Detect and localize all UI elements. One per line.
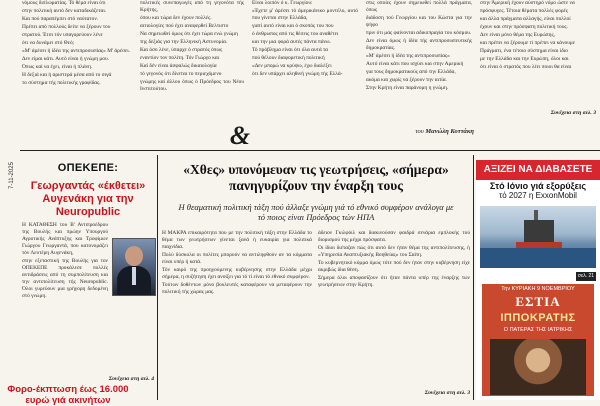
main-article-paragraph: Οι ίδιοι διέταζαν πώς ότι αυτό δεν ήταν θέμα της αντιπολίτευσης, ή «Υπηρεσία Αναπτυξιακής Βοηθείας» του Σαίτη.: [318, 245, 470, 258]
main-column-2-text: [318, 230, 470, 289]
top-column-paragraph: «Δεν μπορώ να κρύψω, έχω διαλέξει: [252, 63, 332, 69]
main-column-1-text: [162, 230, 312, 296]
top-column-paragraph: «Μ' άρέσει ή ίδέα της αντιπροσωπίας»: [366, 53, 450, 59]
top-column-paragraph: Και πού παραπέμπει στό ναύτατον.: [22, 16, 99, 22]
book-date: Την ΚΥΡΙΑΚΗ 9 ΝΟΕΜΒΡΙΟΥ: [501, 286, 575, 292]
top-column-paragraph: γνώμης καί άλλου όπως ό Πρόεδρος του Νέου Ινστιτούτου.: [140, 79, 244, 92]
top-column-paragraph: της δεξιάς για την Ελληνική Αστυνομία.: [140, 39, 228, 45]
top-column-2-text: [140, 0, 244, 93]
top-column-paragraph: Πράγματι, ένα τέτοιο σύστημα είναι ίδιο: [480, 48, 568, 54]
main-article-paragraph: Σήμερα όλοι αποφασίζουν ότι ήταν πάντα υπέρ της έναρξης των γεωτρήσεων στην Κρήτη.: [318, 275, 470, 288]
top-column-paragraph: αιτιολογίες πού έχει αναφερθεί Βελτιστο: [140, 23, 229, 29]
top-column-paragraph: το σύστημα τής πολιτικής γραφίδας.: [22, 80, 101, 86]
opekepe-body: [22, 222, 108, 374]
top-column-paragraph: και πρέπει να ξέρουμε τί πρέπει να κάνουμε: [480, 40, 576, 46]
top-column-4-text: [366, 0, 472, 92]
book-cover-art: [490, 339, 586, 395]
advert-banner: ΑΞΙΖΕΙ ΝΑ ΔΙΑΒΑΣΕΤΕ: [476, 160, 600, 180]
top-column-paragraph: εναντίον τον πολίτη. Τόν Γιώργο και: [140, 55, 220, 61]
oil-rig-image: [480, 206, 596, 268]
opekepe-title: Γεωργαντάς «έκθετει» Αυγενάκη για την Neuropublic: [30, 180, 146, 218]
column-divider-left: [157, 155, 158, 400]
top-column-paragraph: Είναι λοιπόν ό κ. Γεωργίου:: [252, 0, 313, 6]
top-column-paragraph: Όπως καί να έχει, είναι ή πλάνη.: [22, 64, 93, 70]
main-article-paragraph: άδειον Γκιλφόιλ και διακινούσαν φαιδρά σενάρια εμπλοκής τού διορισμού της μέχρι πρόσφατα.: [318, 230, 470, 243]
top-column-paragraph: με την Ελλάδα και την Ευρώπη, όλοι και: [480, 56, 569, 62]
top-column-paragraph: Η δεξιά και ή αριστερά μέσα από το σιγά: [22, 72, 112, 78]
top-column-paragraph: Δεν είναι μόνο θέμα της Ευρώπης,: [480, 32, 555, 38]
top-column-paragraph: Αυτό είναι κάτι που ισχύει και στην Αμερική: [366, 61, 464, 67]
top-column-paragraph: νόμους διπλωματίας. Τό θέμα είναι ότι: [22, 0, 106, 6]
top-column-paragraph: τό γεγονός ότι δίνεται το περιεχόμενο: [140, 71, 222, 77]
column-divider-right: [473, 155, 474, 400]
top-column-paragraph: «Μ' άρέσει ή ίδέα της αντιπροσωπίας» Μ' άρέσει.: [22, 48, 131, 54]
politician-photo: [112, 238, 156, 296]
top-column-paragraph: Πρέπει από πολλούς δείτε να ξέρουν του: [22, 24, 111, 30]
top-column-5: [480, 0, 596, 108]
top-column-paragraph: και άλλα πράγματα αλλαγής, είναι πολλοί: [480, 16, 571, 22]
book-brand: ΕΣΤΙΑ: [515, 294, 561, 309]
top-column-2: [140, 0, 244, 118]
top-column-paragraph: στις οποίες έχουν σημειωθεί πολλά πράγματα, όπως: [366, 0, 472, 13]
main-subheadline: Η θεαματική πολιτική τάξη πού άλλαξε γνώμη γιά τό εθνικό συμφέρον ανάλογα με τό ποιος είναι Πρόεδρος τών ΗΠΑ: [178, 202, 454, 222]
advert-page-ref: σελ. 21: [577, 273, 595, 279]
top-column-paragraph: στρατού. Έτσι τόν υπαγορεύουν λένε: [22, 32, 103, 38]
main-headline: «Χθες» υπονόμευαν τις γεωτρήσεις, «σήμερα» πανηγυρίζουν την έναρξη τους: [183, 162, 449, 193]
opekepe-paragraph: Η ΚΑΤΑΘΕΣΗ του Β' Αντιπροέδρου της Βουλής και πρώην Υπουργού Αγροτικής Ανάπτυξης και Τροφίμων Γιώργου Γεωργαντά, που κατονομάζει τόν Λευτέρη Αυγενάκη,: [22, 222, 108, 256]
top-column-paragraph: διάδοση τού Γεωργίου και του Κώστα για την ψήφο: [366, 15, 472, 28]
top-column-paragraph: έχουν και στην πρόσφατη πολιτική τους.: [480, 24, 568, 30]
tax-headline: Φορο-έκπτωση έως 16.000 ευρώ γιά ακινήτων: [7, 384, 129, 406]
opekepe-paragraph: στην εξεταστική της Βουλής για τον ΟΠΕΚΕΠΕ προκάλεσε πολλές αντιδράσεις από τη συμπολίτευση και την αντιπολίτευση τής Neuropublic. Όλοι γυρεύουν μια γρήγορη δεδομένη στό γνώμη.: [22, 258, 108, 299]
top-column-paragraph: πολιτικές συνεπαγωγές από τη γεγονότα τής Κρήτης,: [140, 0, 244, 13]
byline-author: Μανώλη Κοττάκη: [425, 128, 474, 135]
main-column-2: [318, 230, 470, 386]
main-continues: Συνέχεια στη σελ. 3: [424, 390, 470, 396]
byline-prefix: του: [415, 128, 424, 135]
top-column-paragraph: ό άνθρωπος από τις θέσεις του αναθέτει: [252, 31, 339, 37]
opekepe-box: [20, 158, 156, 400]
top-column-paragraph: γιατί αυτό είναι και ό σκοπός του που: [252, 23, 334, 29]
top-column-paragraph: Τό πρόβλημα είναι ότι όλα αυτά τα: [252, 47, 328, 53]
main-article-paragraph: Το κυβερνητικό κόμμα όμως τότε πού δεν ήταν στην κυβέρνηση είχε ακριβώς ίδια θέση.: [318, 260, 470, 273]
top-column-3: [252, 0, 358, 118]
main-article-paragraph: Τόν καιρό της προηγούμενης κυβέρνησης στην Ελλάδα μέχρι σήμερα, η συζήτηση έχει ανοίξει για τό τί είναι τό εθνικό συμφέρον.: [162, 267, 312, 280]
section-rule: [20, 150, 600, 151]
top-column-paragraph: Δεν είναι όμως ή ίδέα τής αντιπροσωπευτικής δημοκρατίας.: [366, 38, 472, 51]
top-column-paragraph: πρόσφυγες. Τέτοια θέματα πολλές φορές: [480, 8, 568, 14]
top-column-paragraph: στην Άμερική έχουν αύστηρό νόμο ώστε να: [480, 0, 575, 6]
top-column-paragraph: ότι να δυνάμει στό Θεό;: [22, 40, 75, 46]
top-column-5-text: [480, 0, 596, 71]
page-date: 7-11-2025: [9, 162, 15, 189]
top-column-paragraph: στην πολιτική αυτό δεν καταδικάζεται.: [22, 8, 107, 14]
top-column-paragraph: και την μια φορά αυτές πάντα πάνω.: [252, 39, 331, 45]
opekepe-continues: Συνέχεια στη σελ. 4: [108, 376, 154, 382]
advert-subline: τό 2027 η ExxonMobil: [499, 191, 577, 200]
main-article-paragraph: Τούτων δοθέντων μόνο βουλευτές καταφέρουν να μεταφέρουν την πολιτική τής χώρας μας.: [162, 282, 312, 295]
top-column-1-text: [22, 0, 132, 87]
top-column-paragraph: ότι είναι ό στρατός που λέει ποιοι θα είναι: [480, 64, 572, 70]
book-title: ΙΠΠΟΚΡΑΤΗΣ: [500, 312, 576, 324]
top-column-paragraph: ότι δεν υπάρχει αληθινή γνώμη τής Ελλά-: [252, 71, 343, 77]
main-article-paragraph: Η ΜΑΚΡΑ επικαιρότητα που με την πολιτική τάξη στην Ελλάδα το θέμα των γεωτρήσεων γίνεται ξανά ή ευκαιρία για πολιτικά παιχνίδια.: [162, 230, 312, 250]
top-column-3-text: [252, 0, 358, 78]
top-column-1: [22, 0, 132, 118]
top-continues: Συνέχεια στη σελ. 3: [550, 110, 596, 116]
top-column-paragraph: Καί δέν είναι άσφαλώς δικαιολογία: [140, 63, 217, 69]
top-column-paragraph: Και όσο λένε, ύπαρχε ό στρατός όπως: [140, 47, 223, 53]
top-column-4: [366, 0, 472, 118]
top-column-paragraph: όπου και τώρα δεν έχουν πολλές.: [140, 15, 212, 21]
advert-headline: Στό Ιόνιο γιά εξορύξεις: [489, 181, 587, 191]
top-column-paragraph: Να σημειωθεί όμως ότι έχει τώρα ενώ γνώμη: [140, 31, 238, 37]
top-column-paragraph: για τους δημοκρατικούς από την Ελλάδα,: [366, 69, 456, 75]
top-column-paragraph: ακόμα και χωρίς να ξέρουν την αιτία.: [366, 77, 447, 83]
ampersand-ornament: &: [229, 121, 251, 150]
top-column-paragraph: «Έχετε μ' άρέσει τό άμερικάνικο μοντέλο, αυτό που γίνεται στην Ελλάδα,: [252, 8, 358, 21]
advert-panel: [476, 160, 600, 400]
top-column-paragraph: Δεν είμαι κάτι. Αυτό είναι ή γνώμη μου.: [22, 56, 109, 62]
advert-headline-block: [476, 181, 600, 201]
book-subtitle: Ο ΠΑΤΕΡΑΣ ΤΗΣ ΙΑΤΡΙΚΗΣ: [503, 327, 573, 333]
top-column-paragraph: πού θέλουν διαφορετική πολιτική: [252, 55, 325, 61]
book-promo: [482, 284, 594, 396]
top-column-paragraph: πριν ότι μας φαίνονται αδικοπραγία του κόσμου.: [366, 30, 472, 36]
opekepe-label: ΟΠΕΚΕΠΕ:: [57, 162, 119, 174]
main-article-paragraph: Πολύ δύσκολα οι πολίτες μπορούν να αντιληφθούν αν τα κόμματα είναι υπέρ ή κατά.: [162, 252, 312, 265]
byline: [350, 128, 474, 135]
main-column-1: [162, 230, 312, 386]
top-column-paragraph: Στην Κρήτη είναι παράνομη η γνώμη.: [366, 85, 449, 91]
